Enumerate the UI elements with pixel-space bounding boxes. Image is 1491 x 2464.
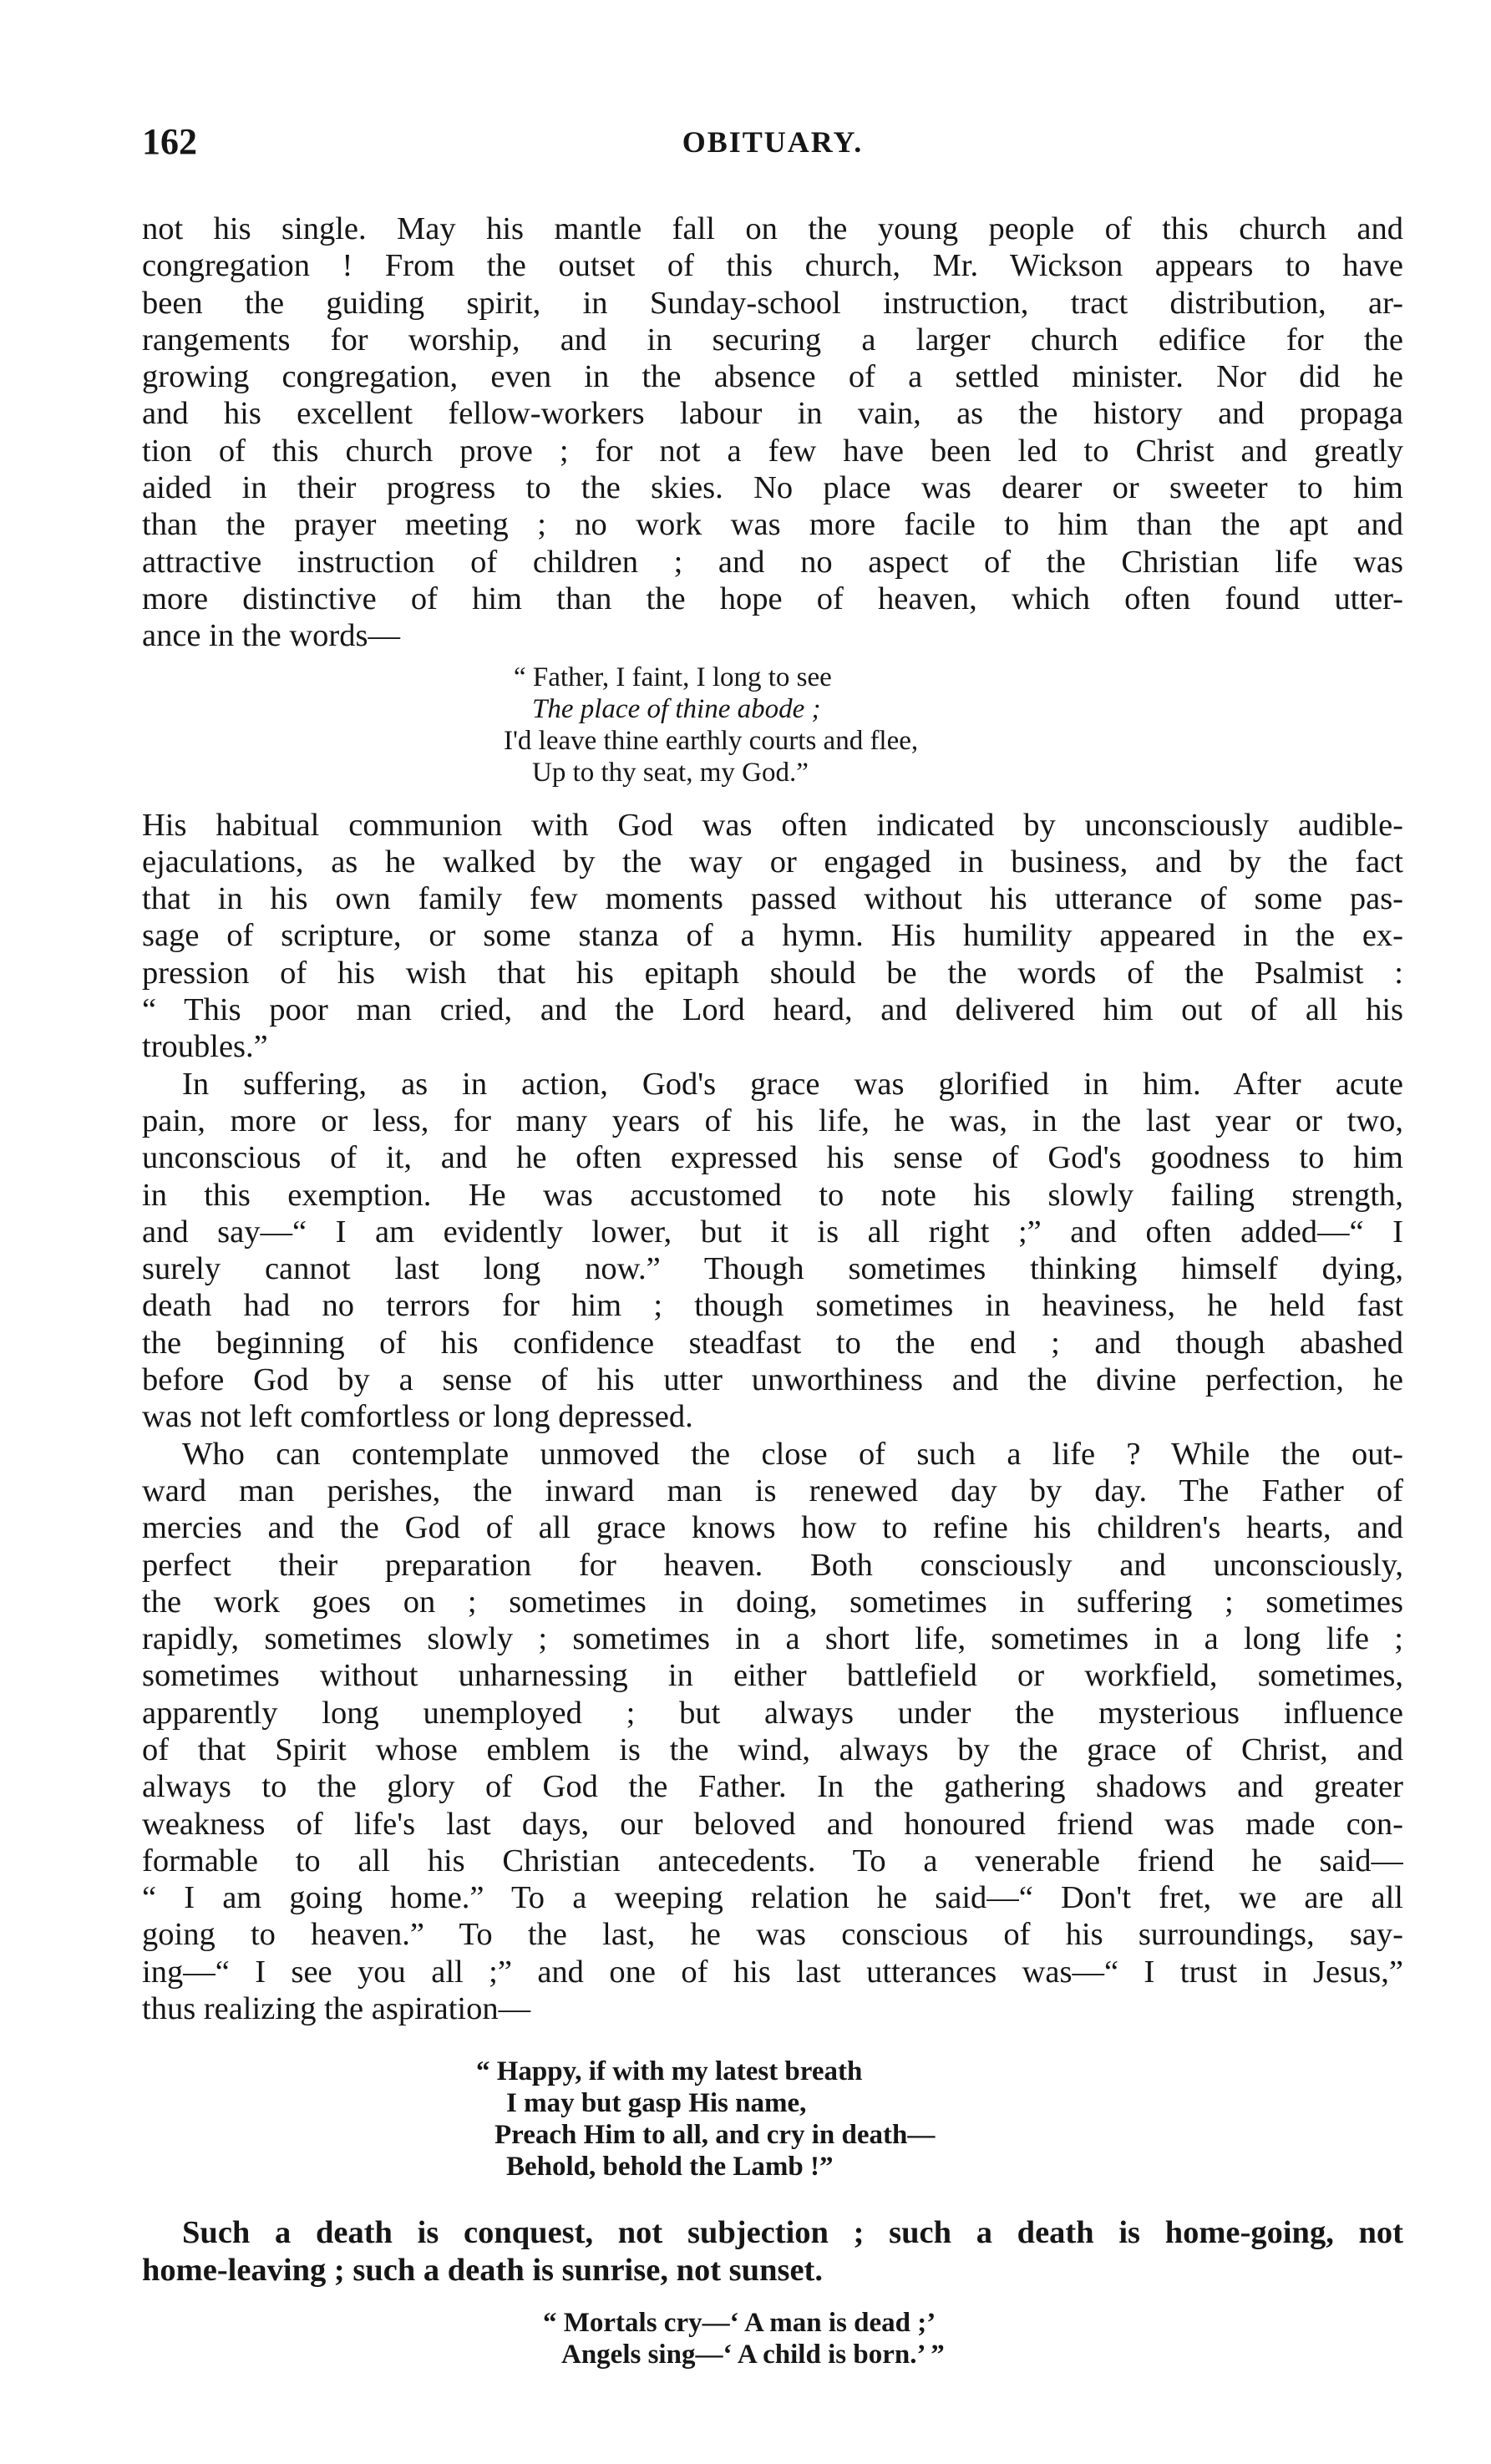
text-line: thus realizing the aspiration— bbox=[142, 1991, 531, 2027]
text-line: the work goes on ; sometimes in doing, sometimes in suffering ; sometimes bbox=[142, 1584, 1403, 1620]
hymn-quote-1 bbox=[142, 662, 1403, 788]
obituary-page bbox=[142, 117, 1403, 2389]
text-line: not his single. May his mantle fall on the young people of this church and bbox=[142, 211, 1403, 246]
paragraph-4 bbox=[142, 1436, 1403, 2028]
text-line: in this exemption. He was accustomed to note his slowly failing strength, bbox=[142, 1177, 1403, 1213]
text-line: “ I am going home.” To a weeping relation he said—“ Don't fret, we are all bbox=[142, 1880, 1403, 1916]
paragraph-5 bbox=[142, 2214, 1403, 2289]
text-line: sometimes without unharnessing in either battlefield or workfield, sometimes, bbox=[142, 1658, 1403, 1694]
text-line: His habitual communion with God was often indicated by unconsciously audible- bbox=[142, 807, 1403, 843]
text-line: tion of this church prove ; for not a few have been led to Christ and greatly bbox=[142, 433, 1403, 469]
paragraph-3 bbox=[142, 1066, 1403, 1436]
text-line: been the guiding spirit, in Sunday-school instruction, tract distribution, ar- bbox=[142, 285, 1403, 321]
verse-line: “ Mortals cry—‘ A man is dead ;’ bbox=[543, 2307, 936, 2338]
text-line: mercies and the God of all grace knows how to refine his children's hearts, and bbox=[142, 1510, 1403, 1546]
text-line: and say—“ I am evidently lower, but it is all right ;” and often added—“ I bbox=[142, 1214, 1403, 1250]
text-line: pression of his wish that his epitaph should be the words of the Psalmist : bbox=[142, 955, 1403, 991]
text-line: home-leaving ; such a death is sunrise, not sunset. bbox=[142, 2252, 824, 2288]
closing-quote bbox=[142, 2307, 1403, 2370]
text-line: troubles.” bbox=[142, 1029, 268, 1065]
text-line: Who can contemplate unmoved the close of such a life ? While the out- bbox=[182, 1436, 1403, 1472]
text-line: always to the glory of God the Father. In the gathering shadows and greater bbox=[142, 1769, 1403, 1805]
text-line: sage of scripture, or some stanza of a hymn. His humility appeared in the ex- bbox=[142, 918, 1403, 954]
article-body bbox=[142, 210, 1403, 2370]
text-line: rapidly, sometimes slowly ; sometimes in a short life, sometimes in a long life ; bbox=[142, 1621, 1403, 1657]
text-line: growing congregation, even in the absence of a settled minister. Nor did he bbox=[142, 359, 1403, 395]
text-line: pain, more or less, for many years of his life, he was, in the last year or two, bbox=[142, 1103, 1403, 1138]
verse-line: “ Father, I faint, I long to see bbox=[514, 662, 832, 692]
text-line: Such a death is conquest, not subjection ; such a death is home-going, not bbox=[182, 2215, 1403, 2251]
text-line: ance in the words— bbox=[142, 618, 400, 654]
text-line: before God by a sense of his utter unworthiness and the divine perfection, he bbox=[142, 1362, 1403, 1398]
text-line: ward man perishes, the inward man is renewed day by day. The Father of bbox=[142, 1473, 1403, 1508]
text-line: death had no terrors for him ; though sometimes in heaviness, he held fast bbox=[142, 1288, 1403, 1324]
text-line: and his excellent fellow-workers labour in vain, as the history and propaga bbox=[142, 396, 1403, 432]
text-line: of that Spirit whose emblem is the wind, always by the grace of Christ, and bbox=[142, 1731, 1403, 1767]
text-line: congregation ! From the outset of this church, Mr. Wickson appears to have bbox=[142, 248, 1403, 284]
text-line: was not left comfortless or long depressed. bbox=[142, 1399, 693, 1435]
verse-line: Preach Him to all, and cry in death— bbox=[494, 2120, 936, 2151]
verse-line: Up to thy seat, my God.” bbox=[532, 757, 809, 788]
hymn-quote-2 bbox=[142, 2056, 1403, 2183]
text-line: perfect their preparation for heaven. Both consciously and unconsciously, bbox=[142, 1547, 1403, 1583]
text-line: formable to all his Christian antecedents. To a venerable friend he said— bbox=[142, 1843, 1403, 1878]
paragraph-1 bbox=[142, 210, 1403, 655]
text-line: that in his own family few moments passed without his utterance of some pas- bbox=[142, 881, 1403, 917]
verse-line: The place of thine abode ; bbox=[532, 693, 821, 724]
verse-line: I'd leave thine earthly courts and flee, bbox=[504, 725, 919, 756]
paragraph-2 bbox=[142, 807, 1403, 1066]
text-line: more distinctive of him than the hope of heaven, which often found utter- bbox=[142, 581, 1403, 616]
verse-line: Behold, behold the Lamb !” bbox=[506, 2152, 834, 2183]
text-line: ejaculations, as he walked by the way or engaged in business, and by the fact bbox=[142, 844, 1403, 880]
text-line: attractive instruction of children ; and no aspect of the Christian life was bbox=[142, 544, 1403, 580]
text-line: ing—“ I see you all ;” and one of his last utterances was—“ I trust in Jesus,” bbox=[142, 1954, 1403, 1990]
text-line: the beginning of his confidence steadfast to the end ; and though abashed bbox=[142, 1325, 1403, 1361]
text-line: aided in their progress to the skies. No place was dearer or sweeter to him bbox=[142, 470, 1403, 506]
text-line: apparently long unemployed ; but always under the mysterious influence bbox=[142, 1695, 1403, 1731]
text-line: than the prayer meeting ; no work was more facile to him than the apt and bbox=[142, 507, 1403, 543]
text-line: unconscious of it, and he often expressed his sense of God's goodness to him bbox=[142, 1140, 1403, 1176]
page-header bbox=[142, 117, 1403, 167]
text-line: surely cannot last long now.” Though sometimes thinking himself dying, bbox=[142, 1251, 1403, 1287]
verse-line: Angels sing—‘ A child is born.’ ” bbox=[561, 2339, 945, 2370]
page-number: 162 bbox=[142, 121, 197, 162]
verse-line: “ Happy, if with my latest breath bbox=[476, 2056, 863, 2087]
text-line: “ This poor man cried, and the Lord heard, and delivered him out of all his bbox=[142, 992, 1403, 1028]
verse-line: I may but gasp His name, bbox=[506, 2088, 807, 2119]
running-title: OBITUARY. bbox=[682, 125, 864, 159]
text-line: going to heaven.” To the last, he was conscious of his surroundings, say- bbox=[142, 1917, 1403, 1953]
text-line: weakness of life's last days, our beloved and honoured friend was made con- bbox=[142, 1806, 1403, 1842]
text-line: rangements for worship, and in securing a larger church edifice for the bbox=[142, 322, 1403, 357]
text-line: In suffering, as in action, God's grace was glorified in him. After acute bbox=[182, 1066, 1403, 1102]
